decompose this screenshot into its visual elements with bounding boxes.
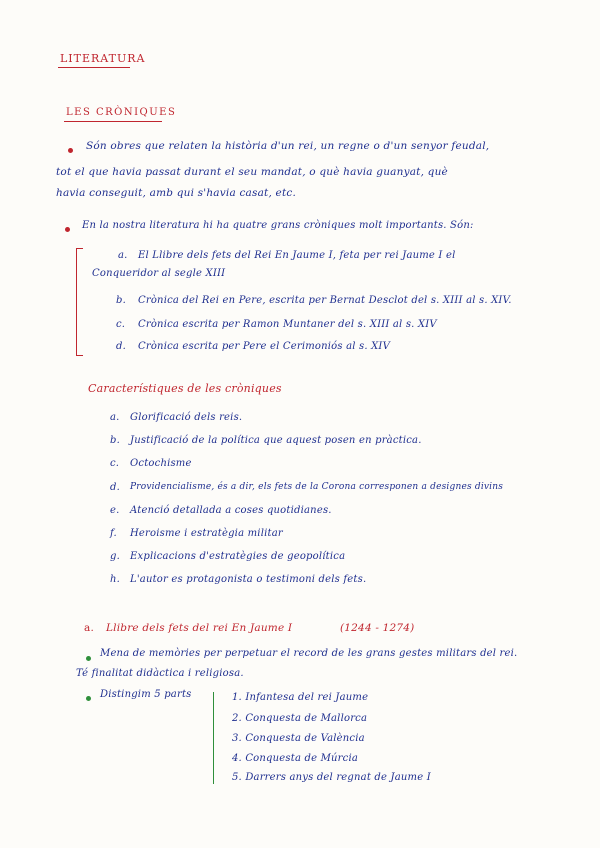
part-item: 2. Conquesta de Mallorca bbox=[232, 713, 368, 724]
part-item: 5. Darrers anys del regnat de Jaume I bbox=[232, 772, 431, 783]
feature-item: Glorificació dels reis. bbox=[130, 412, 243, 423]
chronicle-item: Crònica escrita per Pere el Cerimoniós al s. XIV bbox=[138, 341, 391, 352]
chronicle-item: Crònica del Rei en Pere, escrita per Bernat Desclot del s. XIII al s. XIV. bbox=[138, 295, 512, 306]
bullet-dot bbox=[86, 696, 91, 701]
feature-letter: d. bbox=[110, 482, 120, 493]
feature-letter: f. bbox=[110, 528, 117, 539]
feature-item: Providencialisme, és a dir, els fets de la Corona corresponen a designes divins bbox=[130, 482, 504, 492]
feature-item: Octochisme bbox=[130, 458, 192, 469]
feature-item: Explicacions d'estratègies de geopolítica bbox=[130, 551, 346, 562]
feature-item: Justificació de la política que aquest posen en pràctica. bbox=[130, 435, 422, 446]
feature-letter: h. bbox=[110, 574, 121, 585]
list-bracket bbox=[76, 248, 83, 356]
chronicle-letter: c. bbox=[116, 319, 126, 330]
page-title: LITERATURA bbox=[60, 52, 146, 65]
chronicle-letter: b. bbox=[116, 295, 126, 306]
chronicle-item: Crònica escrita per Ramon Muntaner del s. XIII al s. XIV bbox=[138, 319, 437, 330]
chronicle-item: Conqueridor al segle XIII bbox=[92, 268, 226, 279]
part-item: 1. Infantesa del rei Jaume bbox=[232, 692, 369, 703]
section-heading-croniques: LES CRÒNIQUES bbox=[66, 107, 177, 118]
bullet-dot bbox=[68, 148, 73, 153]
bullet-dot bbox=[86, 656, 91, 661]
part-item: 3. Conquesta de València bbox=[232, 733, 365, 744]
feature-letter: a. bbox=[110, 412, 120, 423]
subsection-dates: (1244 - 1274) bbox=[340, 622, 415, 634]
title-underline bbox=[58, 67, 130, 68]
feature-letter: g. bbox=[110, 551, 120, 562]
bullet-dot bbox=[65, 227, 70, 232]
part-item: 4. Conquesta de Múrcia bbox=[232, 753, 359, 764]
subsection-letter: a. bbox=[84, 622, 94, 634]
section-heading-caracteristiques: Característiques de les cròniques bbox=[88, 382, 282, 395]
feature-item: Heroisme i estratègia militar bbox=[130, 528, 283, 539]
chronicle-letter: a. bbox=[118, 250, 128, 261]
intro-line: havia conseguit, amb qui s'havia casat, etc. bbox=[56, 187, 296, 199]
feature-item: Atenció detallada a coses quotidianes. bbox=[130, 505, 332, 516]
description-line: Té finalitat didàctica i religiosa. bbox=[76, 668, 244, 679]
parts-brace bbox=[213, 692, 214, 784]
parts-label: Distingim 5 parts bbox=[100, 689, 192, 700]
description-line: Mena de memòries per perpetuar el record de les grans gestes militars del rei. bbox=[100, 648, 518, 659]
intro-line: tot el que havia passat durant el seu mandat, o què havia guanyat, què bbox=[56, 166, 448, 178]
intro-line: Són obres que relaten la història d'un rei, un regne o d'un senyor feudal, bbox=[86, 140, 490, 152]
feature-letter: c. bbox=[110, 458, 120, 469]
chronicle-letter: d. bbox=[116, 341, 126, 352]
four-chronicles-intro: En la nostra literatura hi ha quatre grans cròniques molt importants. Són: bbox=[82, 220, 474, 231]
subsection-heading: Llibre dels fets del rei En Jaume I bbox=[106, 622, 293, 634]
chronicle-item: El Llibre dels fets del Rei En Jaume I, feta per rei Jaume I el bbox=[138, 250, 456, 261]
feature-letter: e. bbox=[110, 505, 120, 516]
feature-item: L'autor es protagonista o testimoni dels fets. bbox=[130, 574, 367, 585]
section-heading-underline bbox=[64, 121, 162, 122]
feature-letter: b. bbox=[110, 435, 120, 446]
